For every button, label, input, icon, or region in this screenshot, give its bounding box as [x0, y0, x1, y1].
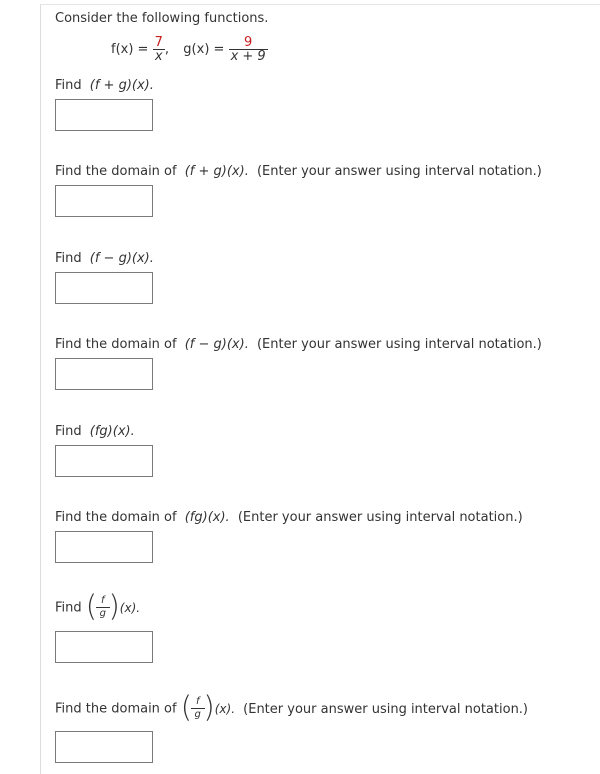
question-4-expr: (f − g)(x). — [184, 337, 249, 352]
question-6-expr: (fg)(x). — [184, 510, 230, 525]
answer-input-3[interactable] — [55, 272, 153, 304]
answer-input-7[interactable] — [55, 631, 153, 663]
fraction-denominator: g — [96, 607, 110, 620]
f-lhs: f(x) = — [111, 42, 149, 57]
answer-input-6[interactable] — [55, 531, 153, 563]
g-fraction — [229, 36, 268, 63]
question-2-suffix: (Enter your answer using interval notation.) — [256, 164, 542, 179]
f-numerator: 7 — [154, 35, 163, 50]
answer-input-2[interactable] — [55, 185, 153, 217]
question-4-suffix: (Enter your answer using interval notation.) — [256, 337, 542, 352]
f-over-g-fraction: ( $\frac{f}{g}$ ) — [180, 690, 215, 724]
question-5-expr: (fg)(x). — [89, 424, 135, 439]
question-6-suffix: (Enter your answer using interval notation.) — [237, 510, 523, 525]
intro-text: Consider the following functions. — [55, 11, 269, 26]
question-1 — [55, 78, 154, 93]
g-denominator: x + 9 — [230, 49, 266, 64]
answer-input-5[interactable] — [55, 445, 153, 477]
question-8-tail: (x). — [214, 702, 236, 716]
question-7-tail: (x). — [119, 601, 141, 615]
question-3-expr: (f − g)(x). — [89, 251, 154, 266]
question-3-prefix: Find — [55, 251, 82, 266]
question-8-prefix: Find the domain of — [55, 701, 177, 717]
question-5 — [55, 424, 135, 439]
f-denominator: x — [153, 49, 165, 63]
answer-input-4[interactable] — [55, 358, 153, 390]
question-8-suffix: (Enter your answer using interval notation.) — [243, 701, 529, 717]
question-3 — [55, 251, 154, 266]
question-6-prefix: Find the domain of — [55, 510, 177, 525]
question-2-prefix: Find the domain of — [55, 164, 177, 179]
f-fraction — [153, 36, 165, 63]
question-8 — [55, 690, 529, 724]
comma: , — [164, 42, 170, 57]
fraction-denominator: g — [191, 708, 205, 721]
question-2 — [55, 164, 542, 179]
question-7-prefix: Find — [55, 600, 82, 616]
function-definitions — [111, 36, 268, 63]
question-4-prefix: Find the domain of — [55, 337, 177, 352]
question-6 — [55, 510, 523, 525]
fraction-numerator: f — [101, 595, 105, 606]
question-1-prefix: Find — [55, 78, 82, 93]
g-numerator: 9 — [243, 35, 253, 50]
question-5-prefix: Find — [55, 424, 82, 439]
question-1-expr: (f + g)(x). — [89, 78, 154, 93]
g-lhs: g(x) = — [183, 42, 225, 57]
question-4 — [55, 337, 542, 352]
answer-input-1[interactable] — [55, 99, 153, 131]
question-7 — [55, 589, 141, 623]
fraction-numerator: f — [195, 696, 200, 707]
answer-input-8[interactable] — [55, 731, 153, 763]
question-2-expr: (f + g)(x). — [184, 164, 249, 179]
f-over-g-fraction: ( $\frac{f}{g}$ ) — [85, 589, 120, 623]
